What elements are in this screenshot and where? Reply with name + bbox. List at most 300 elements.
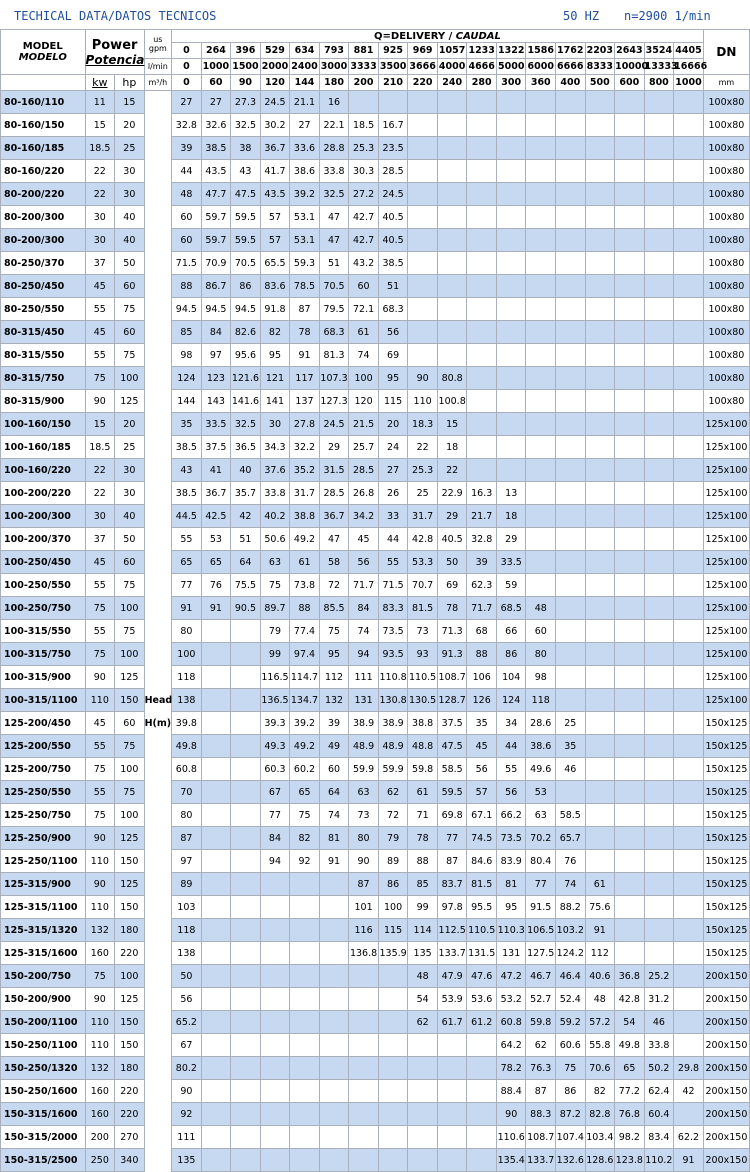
head-value: 71 — [408, 804, 438, 827]
head-value: 59.5 — [437, 781, 467, 804]
head-value: 27.3 — [231, 91, 261, 114]
kw-cell: 132 — [85, 1057, 115, 1080]
head-value: 81.5 — [467, 873, 497, 896]
head-value: 76.3 — [526, 1057, 556, 1080]
model-cell: 100-160/185 — [1, 436, 86, 459]
head-value: 133.7 — [437, 942, 467, 965]
head-value: 95 — [378, 367, 408, 390]
head-value: 134.7 — [290, 689, 320, 712]
head-value — [319, 965, 349, 988]
table-row — [1, 114, 750, 137]
head-value — [556, 436, 586, 459]
kw-cell: 45 — [85, 321, 115, 344]
head-value — [526, 482, 556, 505]
head-value — [201, 827, 231, 850]
dn-cell: 150x125 — [703, 735, 749, 758]
head-value — [674, 114, 704, 137]
head-value — [674, 137, 704, 160]
head-value: 87 — [437, 850, 467, 873]
head-value: 107.3 — [319, 367, 349, 390]
head-value: 47 — [319, 206, 349, 229]
head-value: 83.9 — [496, 850, 526, 873]
head-value: 33 — [378, 505, 408, 528]
gpm-value: 1057 — [437, 43, 467, 59]
lmin-value: 4000 — [437, 59, 467, 75]
head-value: 57 — [260, 229, 290, 252]
model-cell: 150-200/1100 — [1, 1011, 86, 1034]
head-value: 24 — [378, 436, 408, 459]
head-value: 106.5 — [526, 919, 556, 942]
head-value — [644, 505, 674, 528]
table-row — [1, 1103, 750, 1126]
head-value — [526, 551, 556, 574]
model-cell: 125-250/750 — [1, 804, 86, 827]
head-value — [674, 528, 704, 551]
head-value: 44.5 — [172, 505, 202, 528]
head-value: 27 — [290, 114, 320, 137]
head-value: 58.5 — [556, 804, 586, 827]
head-value — [644, 896, 674, 919]
dn-header-label: DN — [716, 45, 737, 59]
head-label-cell — [144, 390, 172, 413]
gpm-value: 529 — [260, 43, 290, 59]
head-value — [615, 183, 645, 206]
head-value: 81 — [319, 827, 349, 850]
hp-cell: 40 — [115, 505, 145, 528]
model-units-spacer — [1, 75, 86, 91]
hp-cell: 25 — [115, 137, 145, 160]
head-value: 61.2 — [467, 1011, 497, 1034]
model-cell: 80-250/370 — [1, 252, 86, 275]
head-value: 76.8 — [615, 1103, 645, 1126]
head-value: 24.5 — [319, 413, 349, 436]
head-value — [585, 804, 615, 827]
dn-cell: 200x150 — [703, 965, 749, 988]
head-value — [201, 1011, 231, 1034]
head-value: 91.5 — [526, 896, 556, 919]
kw-cell: 110 — [85, 1011, 115, 1034]
head-value: 53.1 — [290, 206, 320, 229]
hp-cell: 30 — [115, 183, 145, 206]
head-value — [615, 758, 645, 781]
head-value: 135 — [172, 1149, 202, 1172]
head-value — [260, 965, 290, 988]
head-label-cell — [144, 528, 172, 551]
table-row — [1, 252, 750, 275]
head-value — [644, 574, 674, 597]
head-label-cell — [144, 183, 172, 206]
kw-cell: 15 — [85, 114, 115, 137]
head-value — [260, 1149, 290, 1172]
hp-cell: 100 — [115, 597, 145, 620]
head-value — [674, 344, 704, 367]
head-value — [290, 988, 320, 1011]
head-value — [319, 988, 349, 1011]
head-value: 82 — [260, 321, 290, 344]
head-value: 58.5 — [437, 758, 467, 781]
gpm-value: 969 — [408, 43, 438, 59]
head-value: 30.3 — [349, 160, 379, 183]
head-value: 34 — [496, 712, 526, 735]
dn-cell: 125x100 — [703, 551, 749, 574]
model-cell: 80-315/550 — [1, 344, 86, 367]
kw-cell: 75 — [85, 367, 115, 390]
head-value — [408, 344, 438, 367]
table-row — [1, 712, 750, 735]
head-value: 40 — [231, 459, 261, 482]
dn-cell: 200x150 — [703, 988, 749, 1011]
head-value: 59.3 — [290, 252, 320, 275]
head-value — [674, 367, 704, 390]
head-value — [556, 114, 586, 137]
head-value — [674, 620, 704, 643]
delivery-label: Q=DELIVERY / — [374, 30, 456, 42]
head-value — [260, 1103, 290, 1126]
head-value — [615, 275, 645, 298]
head-value — [644, 482, 674, 505]
head-value — [615, 551, 645, 574]
head-value: 38.9 — [349, 712, 379, 735]
head-value: 143 — [201, 390, 231, 413]
head-value — [585, 229, 615, 252]
head-value: 106 — [467, 666, 497, 689]
head-value: 42.5 — [201, 505, 231, 528]
head-value: 138 — [172, 942, 202, 965]
kw-cell: 75 — [85, 597, 115, 620]
gpm-value: 793 — [319, 43, 349, 59]
head-value: 62 — [408, 1011, 438, 1034]
head-value — [615, 850, 645, 873]
hp-cell: 75 — [115, 344, 145, 367]
head-value — [556, 528, 586, 551]
head-value: 126 — [467, 689, 497, 712]
head-value — [556, 482, 586, 505]
gpm-value: 2643 — [615, 43, 645, 59]
head-value: 51 — [319, 252, 349, 275]
head-value: 36.7 — [319, 505, 349, 528]
head-label-cell — [144, 206, 172, 229]
head-value — [496, 298, 526, 321]
head-value: 72.1 — [349, 298, 379, 321]
head-value: 33.8 — [260, 482, 290, 505]
head-value — [201, 666, 231, 689]
head-value — [526, 183, 556, 206]
m3h-value: 800 — [644, 75, 674, 91]
head-value — [408, 91, 438, 114]
head-value — [526, 275, 556, 298]
dn-cell: 125x100 — [703, 574, 749, 597]
head-value — [201, 712, 231, 735]
head-value — [644, 758, 674, 781]
head-value: 120 — [349, 390, 379, 413]
head-value: 51 — [378, 275, 408, 298]
head-value — [674, 689, 704, 712]
hp-cell: 30 — [115, 482, 145, 505]
head-value: 136.8 — [349, 942, 379, 965]
head-value — [674, 781, 704, 804]
head-value: 26.8 — [349, 482, 379, 505]
head-value — [615, 827, 645, 850]
kw-cell: 18.5 — [85, 137, 115, 160]
head-value — [644, 114, 674, 137]
kw-cell: 90 — [85, 827, 115, 850]
dn-cell: 150x125 — [703, 827, 749, 850]
head-value — [615, 252, 645, 275]
head-value: 59.9 — [378, 758, 408, 781]
kw-cell: 110 — [85, 689, 115, 712]
head-value: 111 — [172, 1126, 202, 1149]
head-value — [378, 1149, 408, 1172]
dn-cell: 200x150 — [703, 1057, 749, 1080]
head-value — [674, 275, 704, 298]
head-value: 35.7 — [231, 482, 261, 505]
head-value: 77 — [526, 873, 556, 896]
page-title: TECHICAL DATA/DATOS TECNICOS — [14, 9, 217, 23]
head-value: 39 — [467, 551, 497, 574]
head-value: 25.3 — [349, 137, 379, 160]
head-value: 88.2 — [556, 896, 586, 919]
head-value — [231, 942, 261, 965]
table-row — [1, 988, 750, 1011]
head-value: 86 — [378, 873, 408, 896]
head-value: 115 — [378, 390, 408, 413]
head-value — [615, 942, 645, 965]
head-value — [615, 666, 645, 689]
head-value: 40.2 — [260, 505, 290, 528]
table-row — [1, 1011, 750, 1034]
head-value — [496, 459, 526, 482]
model-header-es: MODELO — [18, 52, 67, 63]
head-value — [644, 390, 674, 413]
head-value — [644, 206, 674, 229]
head-value — [467, 1034, 497, 1057]
head-value: 124 — [496, 689, 526, 712]
head-value: 18 — [496, 505, 526, 528]
head-value — [585, 781, 615, 804]
hp-cell: 50 — [115, 252, 145, 275]
gpm-value: 4405 — [674, 43, 704, 59]
head-value: 100 — [378, 896, 408, 919]
head-value: 97 — [172, 850, 202, 873]
head-value: 33.5 — [496, 551, 526, 574]
table-row — [1, 597, 750, 620]
head-value: 76 — [201, 574, 231, 597]
head-value: 131 — [496, 942, 526, 965]
head-value — [290, 1126, 320, 1149]
head-value — [408, 1149, 438, 1172]
head-value: 104 — [496, 666, 526, 689]
head-value — [644, 804, 674, 827]
head-value: 21.1 — [290, 91, 320, 114]
gpm-value: 0 — [172, 43, 202, 59]
head-value: 48.9 — [349, 735, 379, 758]
head-value: 80 — [349, 827, 379, 850]
head-value — [349, 1011, 379, 1034]
head-label-cell — [144, 413, 172, 436]
head-value — [319, 1011, 349, 1034]
head-value: 62.4 — [644, 1080, 674, 1103]
dn-cell: 100x80 — [703, 206, 749, 229]
head-value: 38.5 — [172, 482, 202, 505]
head-value — [644, 551, 674, 574]
head-label-cell — [144, 919, 172, 942]
lmin-unit: l/min — [144, 59, 172, 75]
lmin-value: 16666 — [674, 59, 704, 75]
head-value — [644, 597, 674, 620]
head-value — [644, 252, 674, 275]
head-value: 77 — [172, 574, 202, 597]
model-cell: 80-250/550 — [1, 298, 86, 321]
head-value — [408, 321, 438, 344]
gpm-value: 264 — [201, 43, 231, 59]
model-cell: 125-250/1100 — [1, 850, 86, 873]
head-value — [437, 183, 467, 206]
head-value — [467, 1103, 497, 1126]
kw-cell: 55 — [85, 344, 115, 367]
head-value: 61 — [585, 873, 615, 896]
head-value: 79.5 — [319, 298, 349, 321]
head-value — [378, 1080, 408, 1103]
head-value: 88 — [290, 597, 320, 620]
head-value — [437, 1057, 467, 1080]
head-value — [201, 896, 231, 919]
head-value: 73.8 — [290, 574, 320, 597]
head-value — [556, 781, 586, 804]
head-value: 53.2 — [496, 988, 526, 1011]
head-value: 29.8 — [674, 1057, 704, 1080]
head-value: 53.9 — [437, 988, 467, 1011]
head-value: 91.3 — [437, 643, 467, 666]
head-value: 32.5 — [231, 114, 261, 137]
head-value: 55 — [378, 551, 408, 574]
m3h-value: 600 — [615, 75, 645, 91]
lmin-value: 1500 — [231, 59, 261, 75]
head-value: 73 — [408, 620, 438, 643]
head-value — [467, 413, 497, 436]
kw-cell: 55 — [85, 781, 115, 804]
head-value: 70.5 — [231, 252, 261, 275]
kw-cell: 37 — [85, 252, 115, 275]
head-value: 43.2 — [349, 252, 379, 275]
head-value: 87.2 — [556, 1103, 586, 1126]
head-value — [585, 735, 615, 758]
head-value — [201, 1149, 231, 1172]
head-value: 73 — [349, 804, 379, 827]
dn-cell: 125x100 — [703, 413, 749, 436]
head-value — [290, 1034, 320, 1057]
model-cell: 100-315/750 — [1, 643, 86, 666]
head-value — [378, 988, 408, 1011]
head-value: 48 — [585, 988, 615, 1011]
head-value: 133.7 — [526, 1149, 556, 1172]
technical-data-table — [0, 29, 750, 1172]
head-value — [615, 206, 645, 229]
head-label-cell — [144, 367, 172, 390]
head-value: 43.5 — [260, 183, 290, 206]
head-value: 52.4 — [556, 988, 586, 1011]
head-value: 38.5 — [378, 252, 408, 275]
head-value: 60 — [526, 620, 556, 643]
model-cell: 125-315/900 — [1, 873, 86, 896]
head-value — [467, 1126, 497, 1149]
dn-cell: 150x125 — [703, 804, 749, 827]
head-value: 65 — [172, 551, 202, 574]
head-value: 116 — [349, 919, 379, 942]
head-label-cell — [144, 620, 172, 643]
head-value — [644, 781, 674, 804]
hp-cell: 15 — [115, 91, 145, 114]
table-row — [1, 137, 750, 160]
head-value — [467, 367, 497, 390]
head-value — [615, 804, 645, 827]
head-value: 39 — [319, 712, 349, 735]
head-value: 71.3 — [437, 620, 467, 643]
head-value — [556, 275, 586, 298]
head-value: 62 — [378, 781, 408, 804]
head-value — [467, 436, 497, 459]
head-value: 65 — [290, 781, 320, 804]
head-value — [585, 850, 615, 873]
head-value: 59.5 — [231, 206, 261, 229]
head-label-cell — [144, 91, 172, 114]
lmin-value: 5000 — [496, 59, 526, 75]
head-value: 42.7 — [349, 229, 379, 252]
lmin-value: 3500 — [378, 59, 408, 75]
hp-cell: 75 — [115, 574, 145, 597]
table-row — [1, 344, 750, 367]
head-value: 75.6 — [585, 896, 615, 919]
kw-cell: 75 — [85, 965, 115, 988]
head-value: 42.8 — [615, 988, 645, 1011]
table-row — [1, 896, 750, 919]
head-value — [644, 367, 674, 390]
head-value: 70.2 — [526, 827, 556, 850]
power-header — [85, 30, 144, 75]
head-value — [674, 666, 704, 689]
head-value — [349, 988, 379, 1011]
head-value — [260, 1126, 290, 1149]
kw-cell: 110 — [85, 896, 115, 919]
head-value: 22.9 — [437, 482, 467, 505]
head-value — [674, 321, 704, 344]
head-label-cell — [144, 643, 172, 666]
head-value: 60 — [172, 206, 202, 229]
table-row — [1, 666, 750, 689]
head-label-cell — [144, 758, 172, 781]
model-cell: 80-160/110 — [1, 91, 86, 114]
head-value: 33.6 — [290, 137, 320, 160]
head-value — [585, 574, 615, 597]
head-value — [231, 1149, 261, 1172]
head-value — [674, 827, 704, 850]
head-value — [674, 873, 704, 896]
head-value — [496, 206, 526, 229]
head-value: 95.6 — [231, 344, 261, 367]
gpm-value: 925 — [378, 43, 408, 59]
head-value: 80 — [172, 620, 202, 643]
kw-cell: 22 — [85, 482, 115, 505]
head-value: 48.9 — [378, 735, 408, 758]
head-value — [615, 321, 645, 344]
head-value: 25 — [408, 482, 438, 505]
head-value: 91 — [172, 597, 202, 620]
head-value: 84.6 — [467, 850, 497, 873]
head-value: 85.5 — [319, 597, 349, 620]
kw-cell: 55 — [85, 735, 115, 758]
lmin-value: 8333 — [585, 59, 615, 75]
head-value: 85 — [172, 321, 202, 344]
header-row-m3h — [1, 75, 750, 91]
